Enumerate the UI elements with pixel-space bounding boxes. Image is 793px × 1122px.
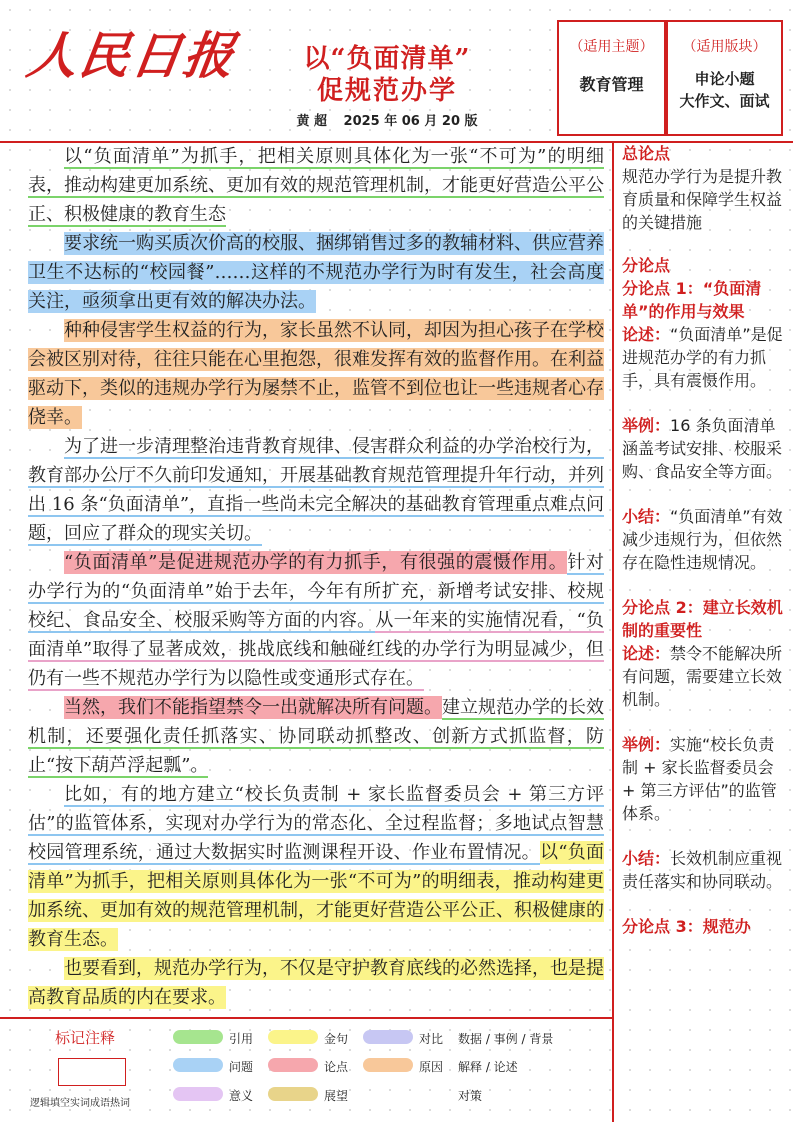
legend-text-data: 数据 / 事例 / 背景 <box>458 1032 554 1046</box>
section-heading: （适用版块） <box>682 39 767 55</box>
sidebar-notes <box>622 142 786 938</box>
cause-highlight: 种种侵害学生权益的行为，家长虽然不认同，却因为担心孩子在学校会被区别对待，往往只能在心里抱怨，很难发挥有效的监督作用。在利益驱动下，类似的违规办学行为屡禁不止，监管不到位也让一些违规者心存侥幸。 <box>28 320 604 428</box>
legend-text-explanation: 解释 / 论述 <box>458 1060 518 1074</box>
legend-text-countermeasure: 对策 <box>458 1089 483 1103</box>
article-title-line2: 促规范办学 <box>316 76 457 106</box>
sub-argument-1-summary: 小结：“负面清单”有效减少违规行为，但依然存在隐性违规情况。 <box>622 507 783 572</box>
argument-highlight: “负面清单”是促进规范办学的有力抓手，有很强的震慑作用。 <box>64 552 568 573</box>
paragraph-2 <box>28 229 604 316</box>
paragraph-1 <box>28 142 604 229</box>
paragraph-3 <box>28 316 604 432</box>
sub-argument-1-heading: 分论点 1：“负面清单”的作用与效果 <box>622 279 762 321</box>
legend-label-golden: 金句 <box>324 1032 349 1046</box>
data-text: 针对办学行为的“负面清单”始于去年，今年有所扩充，新增考试安排、校规校纪、食品安全、校服采购等方面的内容。 <box>28 552 604 631</box>
column-divider <box>612 141 614 1122</box>
legend-box-note: 逻辑填空实词成语热词 <box>30 1098 130 1109</box>
paragraph-6 <box>28 693 604 780</box>
golden-sentence-highlight-2: 也要看到，规范办学行为，不仅是守护教育底线的必然选择，也是提高教育品质的内在要求。 <box>28 958 604 1008</box>
legend-label-contrast: 对比 <box>419 1032 444 1046</box>
sub-argument-2-example: 举例：实施“校长负责制 + 家长监督委员会 + 第三方评估”的监管体系。 <box>622 735 777 823</box>
legend-swatch-cause <box>363 1058 413 1072</box>
paragraph-7 <box>28 780 604 954</box>
legend-label-argument: 论点 <box>324 1060 349 1074</box>
legend-swatch-significance <box>173 1087 223 1101</box>
legend-label-outlook: 展望 <box>324 1089 349 1103</box>
legend-label-cause: 原因 <box>419 1060 444 1074</box>
theme-box <box>557 20 666 136</box>
legend-swatch-citation <box>173 1030 223 1044</box>
section-box <box>666 20 783 136</box>
paragraph-4 <box>28 432 604 548</box>
theme-heading: （适用主题） <box>569 39 654 55</box>
background-text: 为了进一步清理整治违背教育规律、侵害群众利益的办学治校行为，教育部办公厅不久前印发通知，开展基础教育规范管理提升年行动，并列出 16 条“负面清单”，直指一些尚未完全解决的基础教育管理重点难点问题，回应了群众的现实关切。 <box>28 436 604 544</box>
paragraph-5 <box>28 548 604 693</box>
theme-value: 教育管理 <box>579 75 644 94</box>
main-argument-text: 规范办学行为是提升教育质量和保障学生权益的关键措施 <box>622 167 783 232</box>
example-text: 比如，有的地方建立“校长负责制 + 家长监督委员会 + 第三方评估”的监管体系，实现对办学行为的常态化、全过程监督；多地试点智慧校园管理系统，通过大数据实时监测课程开设、作业布置情况。 <box>28 784 604 863</box>
legend-label-citation: 引用 <box>229 1032 254 1046</box>
sub-argument-1-example: 举例：16 条负面清单涵盖考试安排、校服采购、食品安全等方面。 <box>622 416 783 481</box>
legend-title: 标记注释 <box>55 1029 116 1047</box>
golden-sentence-highlight: 以“负面清单”为抓手，把相关原则具体化为一张“不可为”的明细表，推动构建更加系统、更加有效的规范管理机制，才能更好营造公平公正、积极健康的教育生态。 <box>28 842 605 950</box>
paragraph-8 <box>28 954 604 1012</box>
byline <box>262 110 512 129</box>
legend-label-significance: 意义 <box>229 1089 254 1103</box>
legend-divider <box>0 1017 612 1019</box>
section-value-line1: 申论小题 <box>694 70 755 88</box>
sub-argument-2-heading: 分论点 2：建立长效机制的重要性 <box>622 598 783 640</box>
countermeasure-text: 建立规范办学的长效机制，还要强化责任抓落实、协同联动抓整改、创新方式抓监督，防止“按下葫芦浮起瓢”。 <box>28 697 604 776</box>
explanation-text: 从一年来的实施情况看，“负面清单”取得了显著成效，挑战底线和触碰红线的办学行为明显减少，但仍有一些不规范办学行为以隐性或变通形式存在。 <box>28 610 604 689</box>
problem-highlight: 要求统一购买质次价高的校服、捆绑销售过多的教辅材料、供应营养卫生不达标的“校园餐”……这样的不规范办学行为时有发生，社会高度关注，亟须拿出更有效的解决办法。 <box>28 233 604 312</box>
sub-argument-heading: 分论点 <box>622 256 671 275</box>
legend-swatch-argument <box>268 1058 318 1072</box>
author: 黄 超 <box>296 114 327 129</box>
sub-argument-2-summary: 小结：长效机制应重视责任落实和协同联动。 <box>622 849 783 891</box>
main-argument-heading: 总论点 <box>622 144 671 163</box>
publish-date: 2025 年 06 月 20 版 <box>343 114 478 129</box>
legend-swatch-problem <box>173 1058 223 1072</box>
legend-swatch-contrast <box>363 1030 413 1044</box>
sub-argument-1-discussion: 论述：“负面清单”是促进规范办学的有力抓手，具有震慑作用。 <box>622 325 783 390</box>
legend-swatch-outlook <box>268 1087 318 1101</box>
article-body <box>28 142 604 1012</box>
argument-highlight-2: 当然，我们不能指望禁令一出就解决所有问题。 <box>64 697 442 718</box>
quote-lead: 以“负面清单”为抓手，把相关原则具体化为一张“不可为”的明细表，推动构建更加系统、更加有效的规范管理机制，才能更好营造公平公正、积极健康的教育生态 <box>28 146 604 225</box>
sub-argument-2-discussion: 论述：禁令不能解决所有问题，需要建立长效机制。 <box>622 644 783 709</box>
section-value-line2: 大作文、面试 <box>679 92 770 110</box>
sub-argument-3-heading: 分论点 3：规范办 <box>622 917 751 936</box>
legend-label-problem: 问题 <box>229 1060 254 1074</box>
article-title-line1: 以“负面清单” <box>303 44 471 74</box>
legend-swatch-golden <box>268 1030 318 1044</box>
newspaper-logo: 人民日报 <box>23 26 240 85</box>
legend-sample-box <box>58 1058 126 1086</box>
